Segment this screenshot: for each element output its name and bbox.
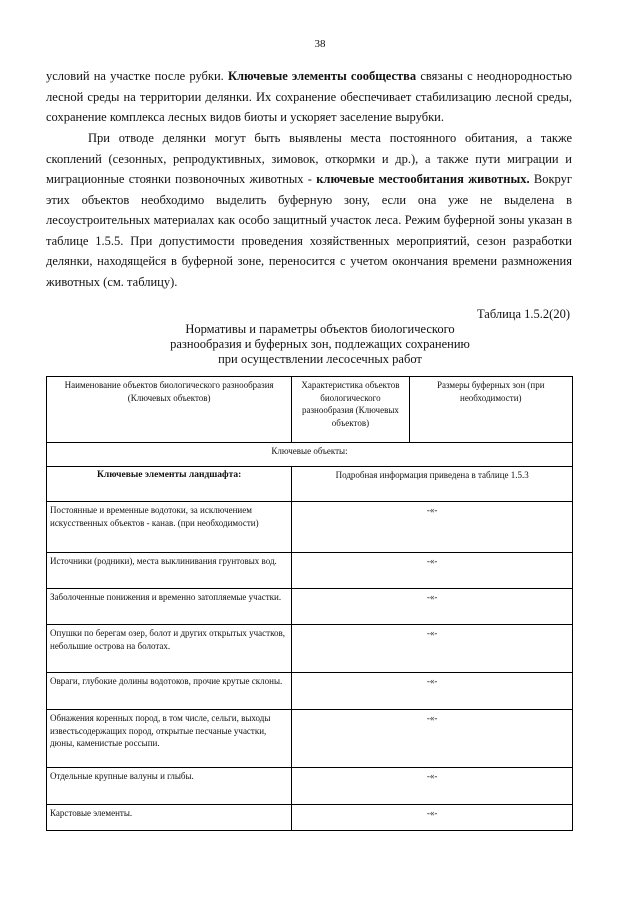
paragraph-2 bbox=[46, 128, 572, 292]
section-key-objects: Ключевые объекты: bbox=[47, 443, 573, 467]
ditto-mark: -«- bbox=[292, 553, 573, 589]
paragraph-1-bold-term: Ключевые элементы сообщества bbox=[227, 69, 417, 83]
ditto-mark: -«- bbox=[292, 625, 573, 673]
ditto-mark: -«- bbox=[292, 589, 573, 625]
table-caption: Таблица 1.5.2(20) bbox=[476, 307, 570, 321]
paragraph-1-text-start: условий на участке после рубки. bbox=[46, 69, 228, 83]
paragraph-1 bbox=[46, 66, 572, 128]
landscape-elements-label: Ключевые элементы ландшафта: bbox=[47, 467, 292, 502]
table-row-name: Источники (родники), места выклинивания грунтовых вод. bbox=[47, 553, 292, 589]
ditto-mark: -«- bbox=[292, 805, 573, 831]
table-row-name: Отдельные крупные валуны и глыбы. bbox=[47, 768, 292, 805]
table-row-name: Овраги, глубокие долины водотоков, прочие крутые склоны. bbox=[47, 673, 292, 710]
table-row-name: Опушки по берегам озер, болот и других открытых участков, небольшие острова на болотах. bbox=[47, 625, 292, 673]
biodiversity-table bbox=[46, 376, 573, 831]
ditto-mark: -«- bbox=[292, 673, 573, 710]
header-object-characteristic: Характеристика объектов биологического разнообразия (Ключевых объектов) bbox=[292, 377, 409, 443]
header-buffer-size: Размеры буферных зон (при необходимости) bbox=[409, 377, 572, 443]
paragraph-2-text-end: Вокруг этих объектов необходимо выделить буферную зону, если она уже не выделена в лесоустроительных материалах как особо защитный участок леса. Режим буферной зоны указан в таблице 1.5.5. При допустимости проведения хозяйственных мероприятий, сезон разработки делянки, находящейся в буферной зоне, переносится с учетом окончания времени размножения животных (см. таблицу). bbox=[46, 172, 572, 289]
ditto-mark: -«- bbox=[292, 710, 573, 768]
table-title-line-2: разнообразия и буферных зон, подлежащих сохранению bbox=[170, 337, 470, 351]
paragraph-2-text-start: При отводе делянки могут быть выявлены места постоянного обитания, а также скоплений (сезонных, репродуктивных, зимовок, откормки и др.), а также пути миграции и миграционные стоянки позвоночных животных - bbox=[46, 131, 572, 186]
table-row-name: Карстовые элементы. bbox=[47, 805, 292, 831]
table-row-name: Обнажения коренных пород, в том числе, сельги, выходы известьсодержащих пород, открытые песчаные участки, дюны, каменистые россыпи. bbox=[47, 710, 292, 768]
paragraph-1-text-end: связаны с неоднородностью лесной среды на территории делянки. Их сохранение обеспечивает стабилизацию лесной среды, сохранение комплекса лесных видов биоты и ускоряет заселение вырубки. bbox=[46, 69, 573, 124]
table-title bbox=[0, 322, 640, 367]
table-row-name: Постоянные и временные водотоки, за исключением искусственных объектов - канав. (при необходимости) bbox=[47, 502, 292, 553]
ditto-mark: -«- bbox=[292, 502, 573, 553]
table-title-line-1: Нормативы и параметры объектов биологического bbox=[185, 322, 455, 336]
header-object-name: Наименование объектов биологического разнообразия (Ключевых объектов) bbox=[47, 377, 292, 443]
table-row-name: Заболоченные понижения и временно затопляемые участки. bbox=[47, 589, 292, 625]
ditto-mark: -«- bbox=[292, 768, 573, 805]
page-number: 38 bbox=[314, 38, 326, 50]
paragraph-2-bold-term: ключевые местообитания животных. bbox=[316, 172, 530, 186]
landscape-elements-note: Подробная информация приведена в таблице 1.5.3 bbox=[292, 467, 573, 502]
table-title-line-3: при осуществлении лесосечных работ bbox=[218, 352, 422, 366]
